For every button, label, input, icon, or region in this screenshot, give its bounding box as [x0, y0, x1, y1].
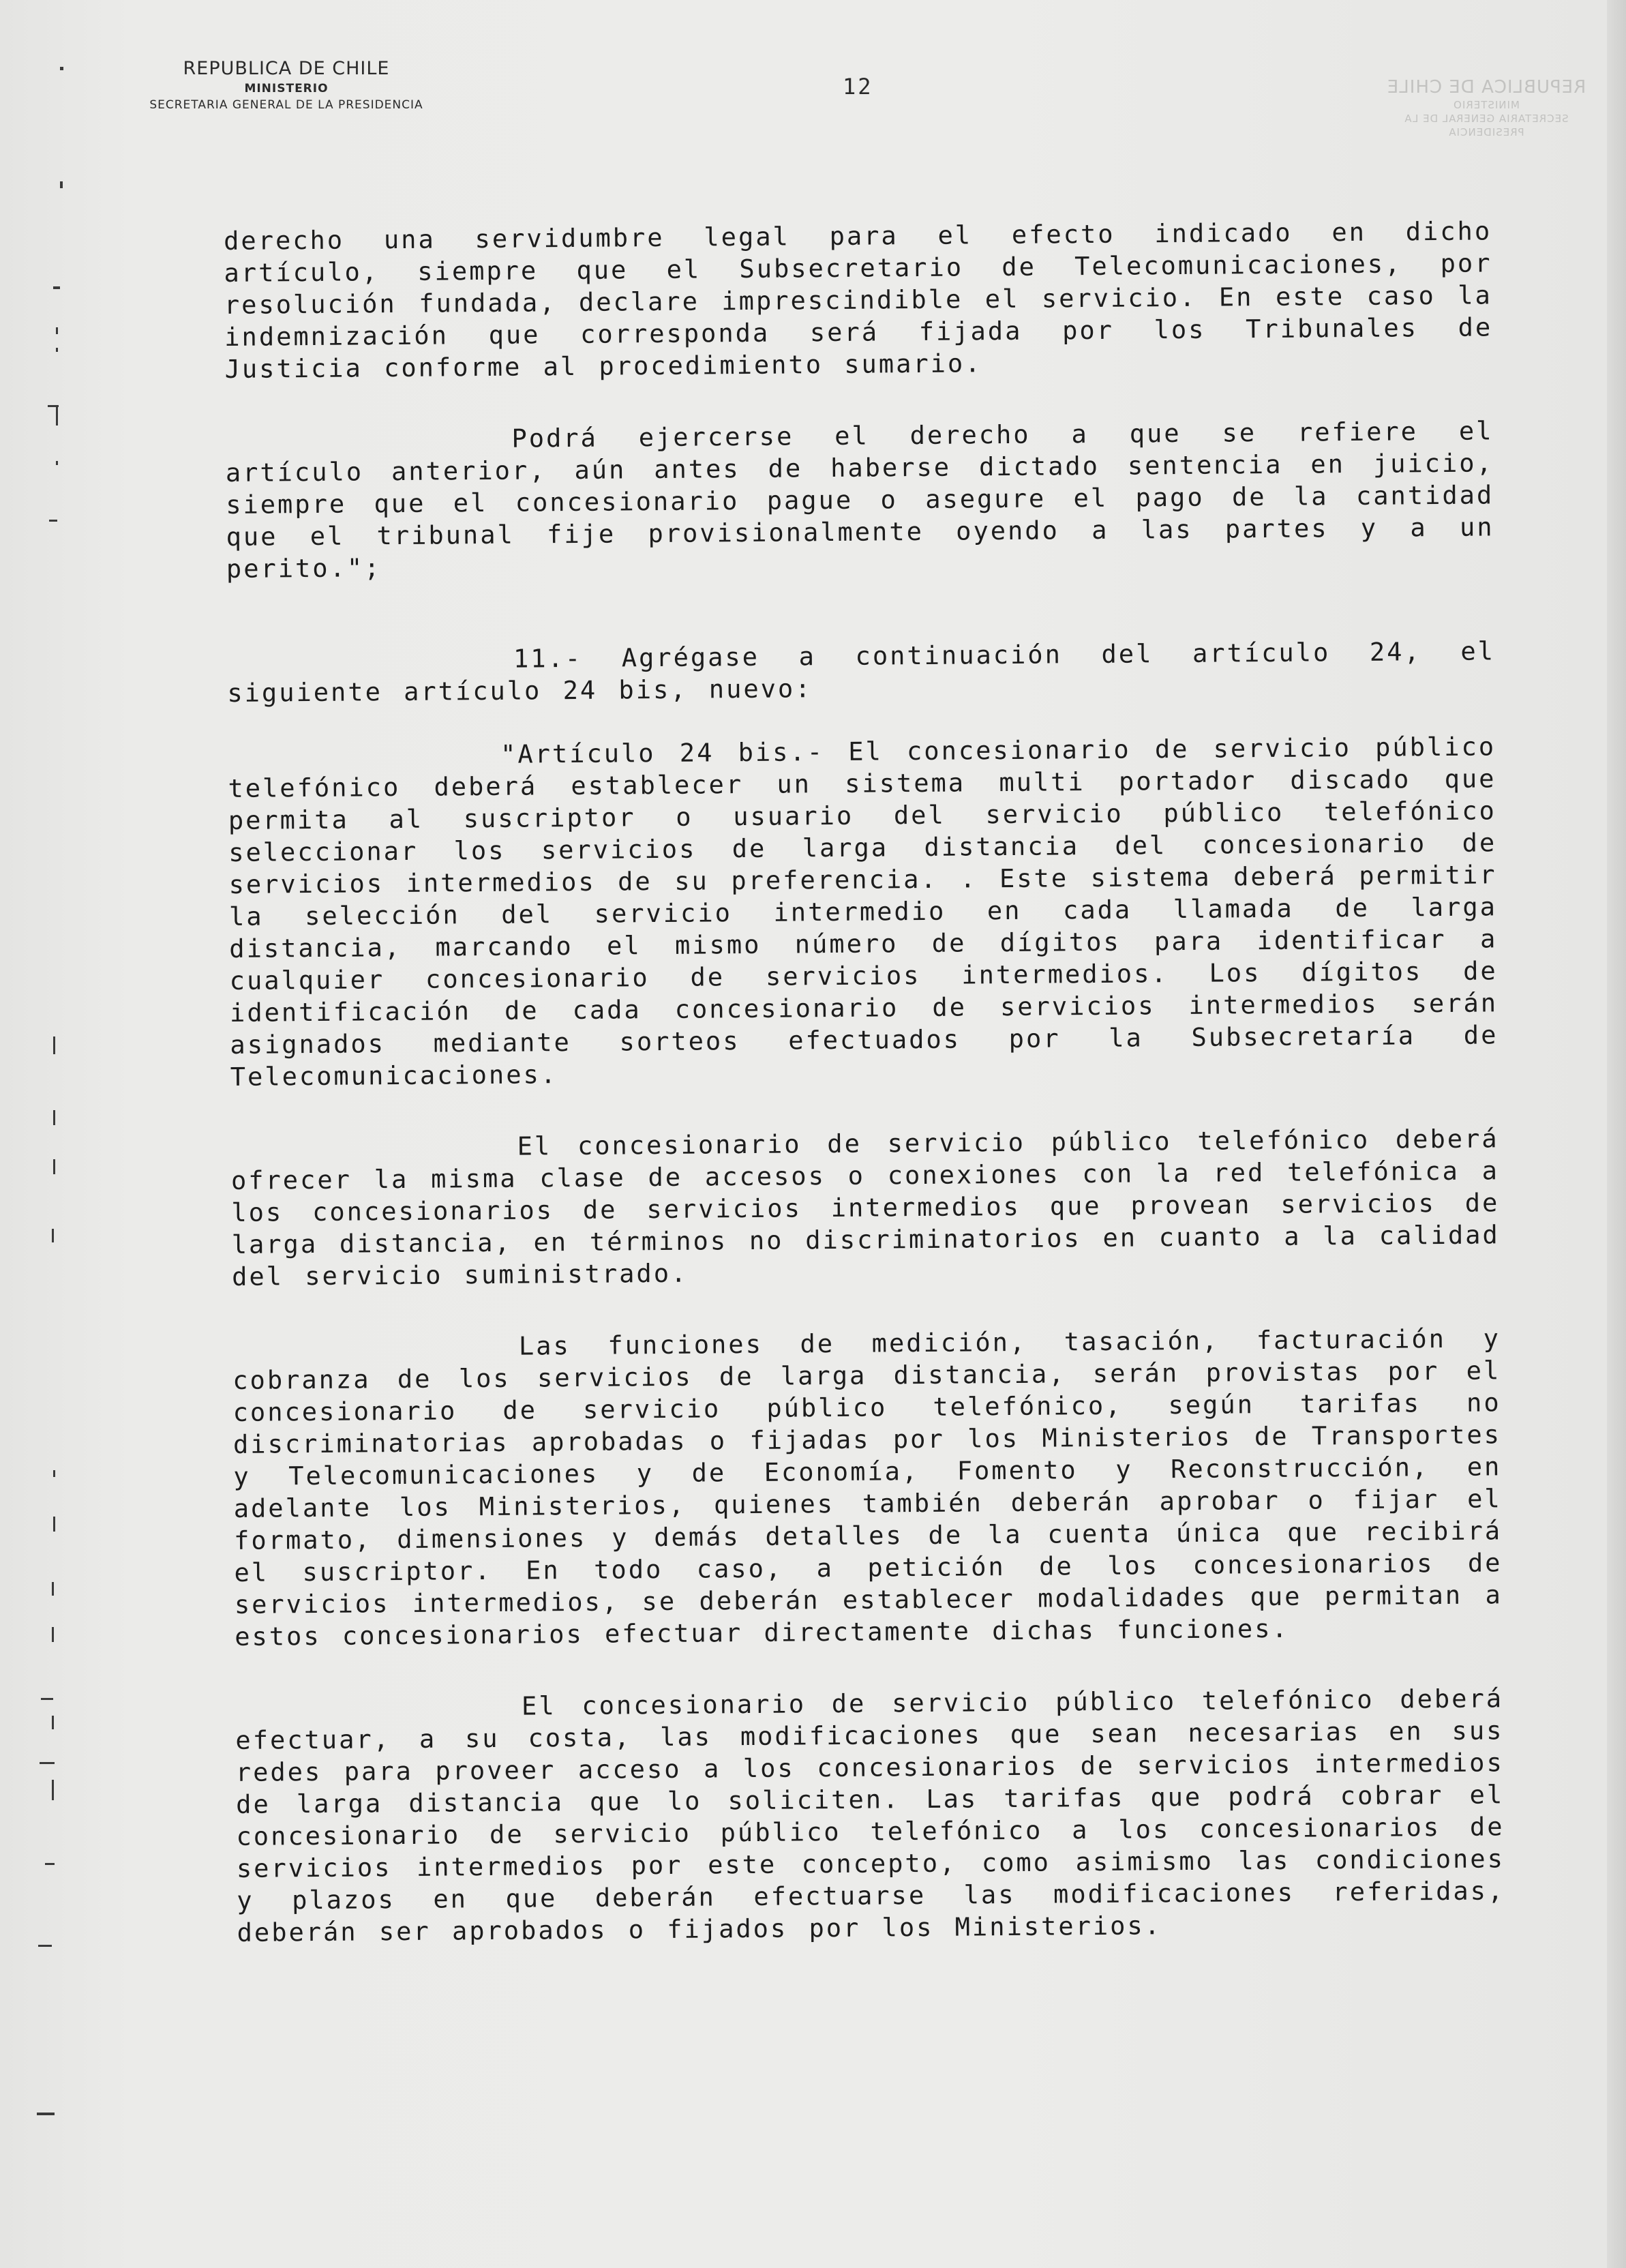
margin-mark	[56, 461, 58, 465]
paragraph-acceso-red: El concesionario de servicio público telefónico deberá ofrecer la misma clase de accesos o conexiones con la red telefónica a los concesionarios de servicios intermedios que provean servicios de larga distancia, en términos no discriminatorios en cuanto a la calidad del servicio suministrado.	[230, 1124, 1500, 1292]
paragraph-funciones-medicion: Las funciones de medición, tasación, facturación y cobranza de los servicios de larga distancia, serán provistas por el concesionario de servicio público telefónico, según tarifas no discriminatorias aprobadas o fijadas por los Ministerios de Transportes y Telecomunicaciones y de Economía, Fomento y Reconstrucción, en adelante los Ministerios, quienes también deberán aprobar o fijar el formato, dimensiones y demás detalles de la cuenta única que recibirá el suscriptor. En todo caso, a petición de los concesionarios de servicios intermedios, se deberán establecer modalidades que permitan a estos concesionarios efectuar directamente dichas funciones.	[232, 1324, 1503, 1652]
margin-mark	[53, 1159, 55, 1174]
letterhead-secretariat: SECRETARIA GENERAL DE LA PRESIDENCIA	[149, 98, 423, 112]
margin-mark	[56, 327, 58, 334]
bleed-through-line-1: REPUBLICA DE CHILE	[1386, 77, 1586, 98]
letterhead-country: REPUBLICA DE CHILE	[183, 58, 390, 79]
margin-mark	[52, 1780, 54, 1800]
letterhead	[109, 57, 464, 113]
margin-mark	[56, 348, 58, 352]
margin-mark	[53, 1110, 55, 1125]
page-edge-shadow	[1607, 0, 1626, 2268]
margin-mark	[45, 1863, 55, 1865]
margin-mark	[52, 1582, 54, 1596]
bleed-through-line-2: MINISTERIO	[1453, 99, 1520, 111]
margin-mark	[52, 1627, 54, 1642]
bleed-through-line-3: SECRETARIA GENERAL DE LA PRESIDENCIA	[1404, 113, 1569, 138]
paragraph-articulo-24-bis: "Artículo 24 bis.- El concesionario de servicio público telefónico deberá establecer un sistema multi portador discado que permita al suscriptor o usuario del servicio público telefónico seleccionar los servicios de larga distancia del concesionario de servicios intermedios de su preferencia. . Este sistema deberá permitir la selección del servicio intermedio en cada llamada de larga distancia, marcando el mismo número de dígitos para identificar a cualquier concesionario de servicios intermedios. Los dígitos de identificación de cada concesionario de servicios intermedios serán asignados mediante sorteos efectuados por la Subsecretaría de Telecomunicaciones.	[228, 732, 1499, 1092]
document-body	[224, 215, 1505, 1949]
margin-mark	[53, 1517, 55, 1532]
margin-mark	[53, 1470, 55, 1477]
margin-mark	[52, 1716, 54, 1729]
margin-mark	[60, 181, 63, 188]
margin-mark	[49, 520, 57, 522]
margin-mark	[40, 1762, 55, 1764]
margin-mark	[56, 405, 58, 426]
paragraph-servidumbre-continuation: derecho una servidumbre legal para el efecto indicado en dicho artículo, siempre que el Subsecretario de Telecomunicaciones, por resolución fundada, declare imprescindible el servicio. En este caso la indemnización que corresponda será fijada por los Tribunales de Justicia conforme al procedimiento sumario.	[224, 216, 1493, 384]
bleed-through-letterhead	[1370, 76, 1602, 139]
page-number: 12	[843, 74, 873, 100]
margin-mark	[60, 67, 63, 70]
margin-mark	[53, 286, 60, 289]
margin-mark	[52, 1229, 54, 1242]
paragraph-ejercer-derecho: Podrá ejercerse el derecho a que se refiere el artículo anterior, aún antes de haberse dictado sentencia en juicio, siempre que el concesionario pague o asegure el pago de la cantidad que el tribunal fije provisionalmente oyendo a las partes y a un perito.";	[225, 416, 1494, 584]
paragraph-amendment-11: 11.- Agrégase a continuación del artículo 24, el siguiente artículo 24 bis, nuevo:	[227, 636, 1496, 708]
margin-mark	[38, 1945, 52, 1947]
letterhead-ministry: MINISTERIO	[244, 82, 329, 95]
margin-mark	[37, 2113, 55, 2115]
margin-mark	[41, 1698, 53, 1700]
margin-mark	[53, 1036, 55, 1054]
paragraph-modificaciones-redes: El concesionario de servicio público telefónico deberá efectuar, a su costa, las modificaciones que sean necesarias en sus redes para proveer acceso a los concesionarios de servicios intermedios de larga distancia que lo soliciten. Las tarifas que podrá cobrar el concesionario de servicio público telefónico a los concesionarios de servicios intermedios por este concepto, como asimismo las condiciones y plazos en que deberán efectuarse las modificaciones referidas, deberán ser aprobados o fijados por los Ministerios.	[235, 1684, 1505, 1948]
